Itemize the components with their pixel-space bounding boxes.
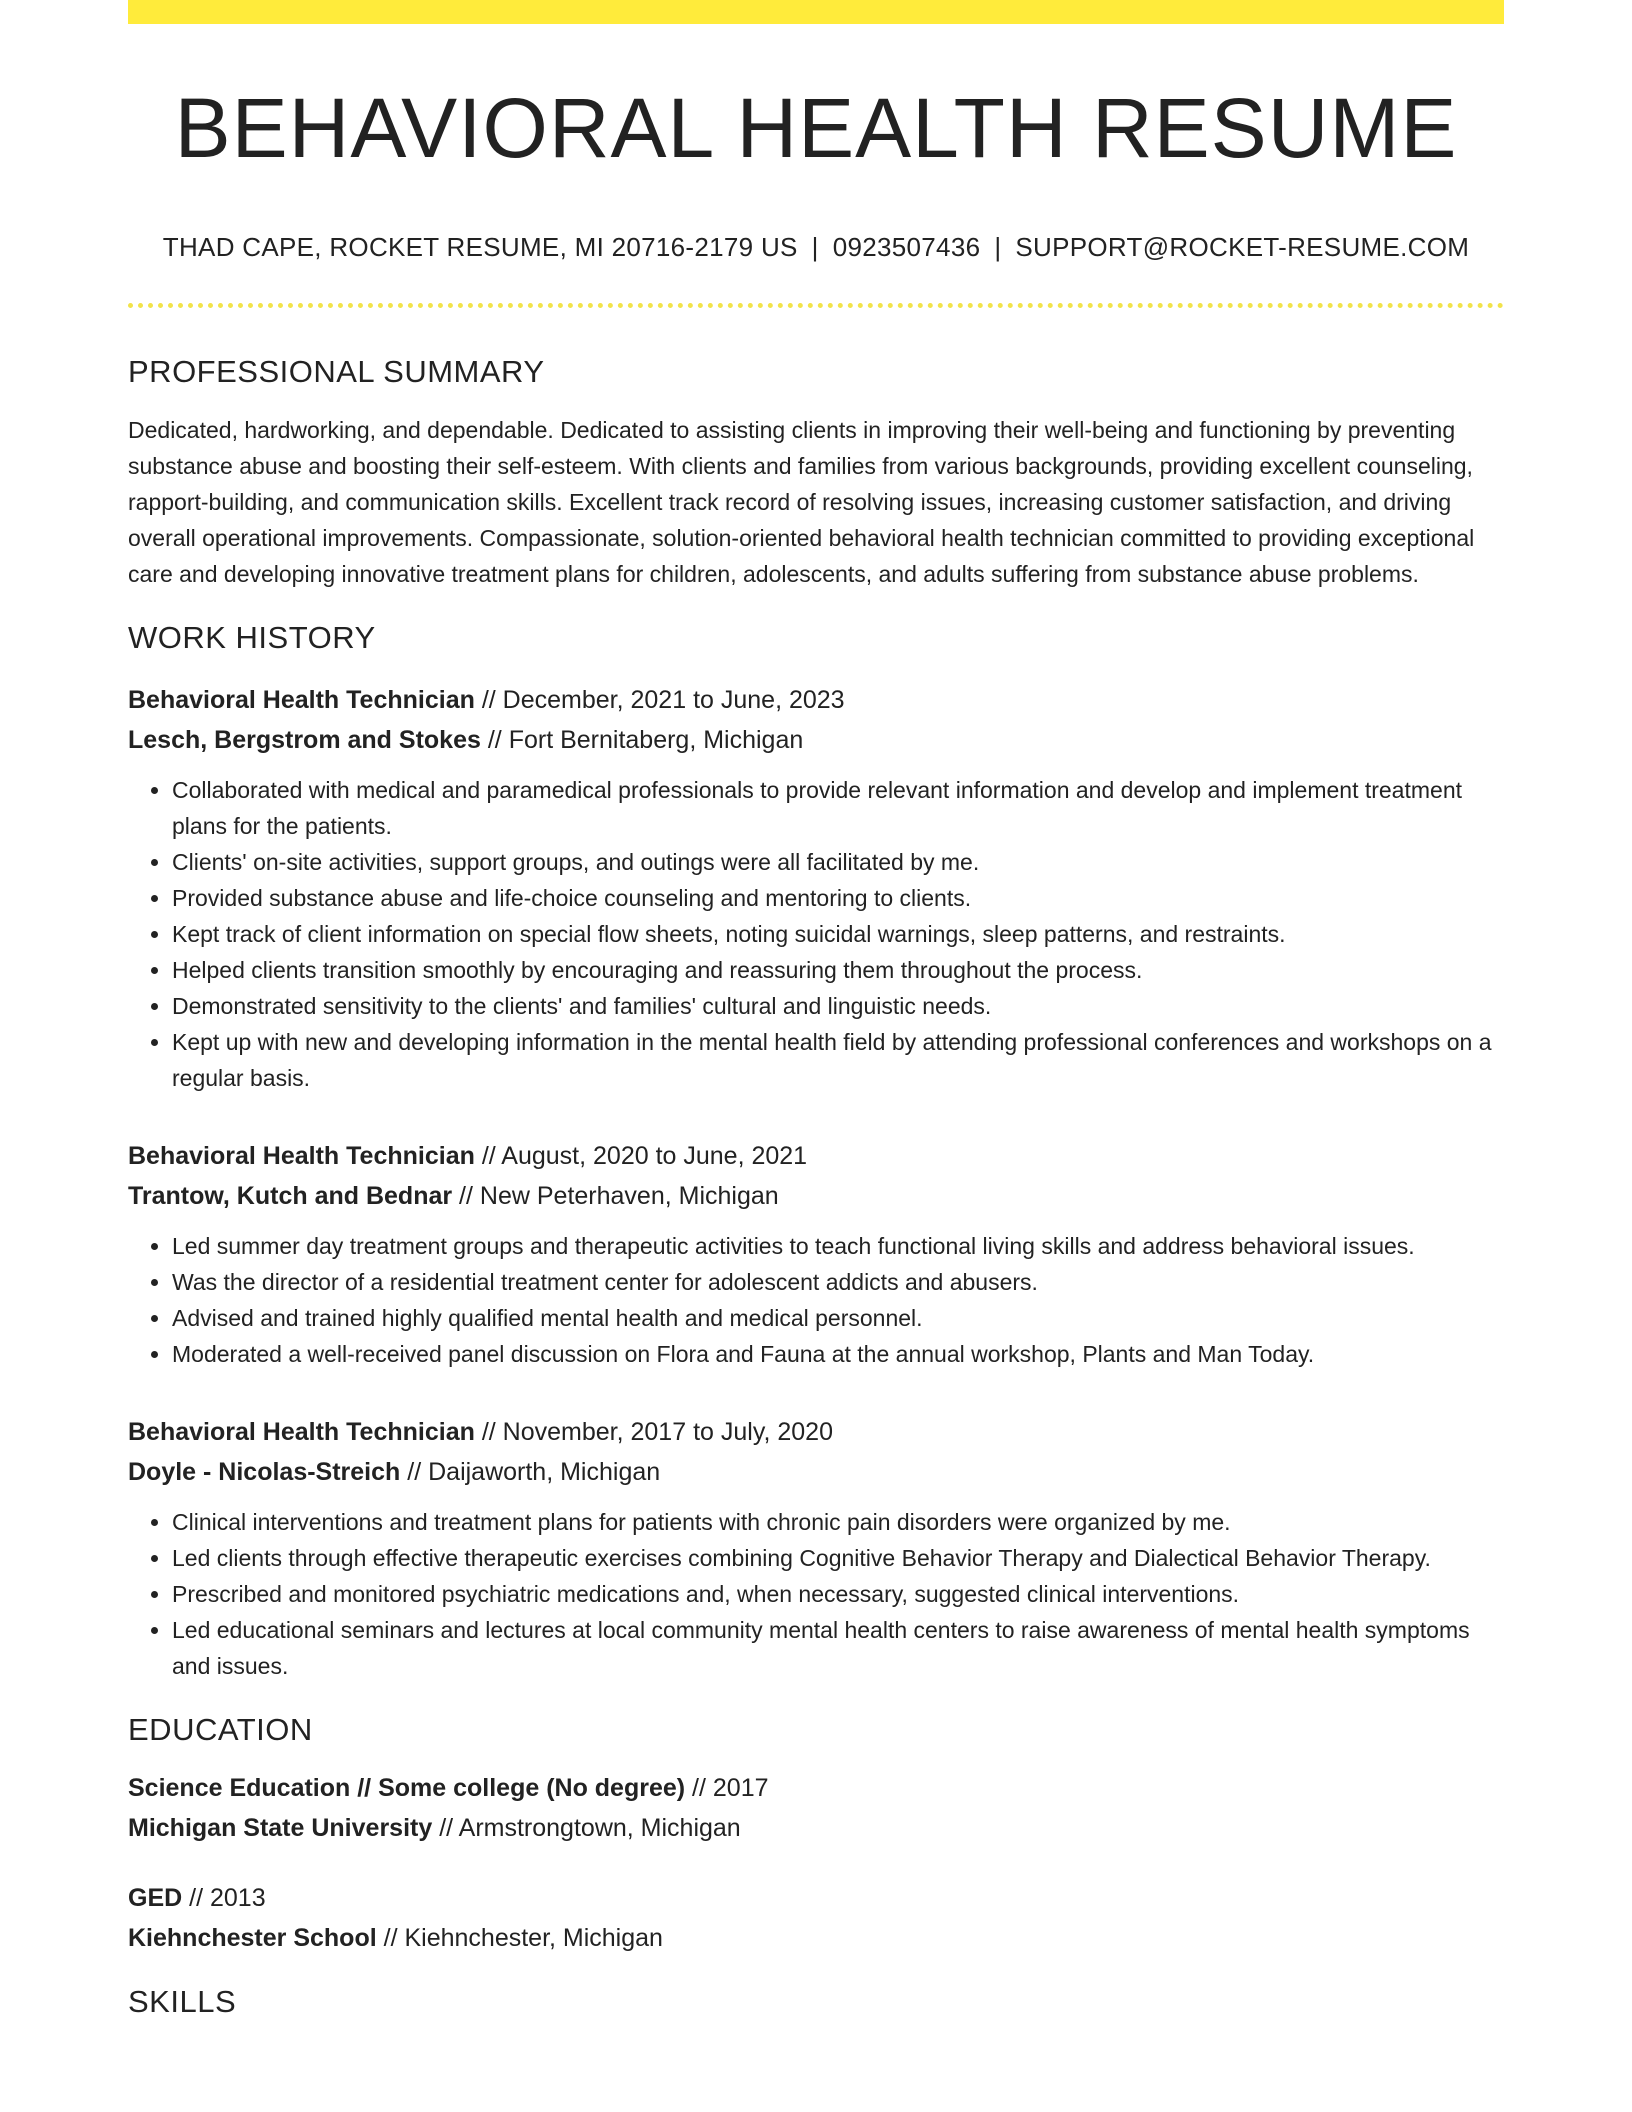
job-title-line	[128, 680, 1504, 720]
delimiter: //	[432, 1814, 459, 1843]
education-degree: Science Education // Some college (No degree)	[128, 1774, 686, 1803]
job-title-line	[128, 1412, 1504, 1452]
contact-separator: |	[811, 232, 819, 263]
job-location: Daijaworth, Michigan	[428, 1458, 661, 1487]
education-school-line	[128, 1918, 1504, 1958]
contact-email: SUPPORT@ROCKET-RESUME.COM	[1015, 232, 1470, 263]
education-year: 2013	[209, 1884, 266, 1913]
job-company: Lesch, Bergstrom and Stokes	[128, 726, 481, 755]
education-location: Armstrongtown, Michigan	[458, 1814, 741, 1843]
delimiter: //	[400, 1458, 429, 1487]
list-item: • Clients' on-site activities, support groups, and outings were all facilitated by me.	[172, 844, 1504, 880]
education-school: Michigan State University	[128, 1814, 433, 1843]
education-location: Kiehnchester, Michigan	[404, 1924, 663, 1953]
job-bullets	[128, 1504, 1504, 1684]
list-item: • Kept track of client information on special flow sheets, noting suicidal warnings, sleep patterns, and restraints.	[172, 916, 1504, 952]
job-entry	[128, 1136, 1504, 1372]
job-dates: December, 2021 to June, 2023	[502, 686, 845, 715]
education-heading: EDUCATION	[128, 1712, 313, 1748]
resume-title: BEHAVIORAL HEALTH RESUME	[174, 81, 1458, 175]
list-item: • Moderated a well-received panel discussion on Flora and Fauna at the annual workshop, Plants and Man Today.	[172, 1336, 1504, 1372]
list-item: • Was the director of a residential treatment center for adolescent addicts and abusers.	[172, 1264, 1504, 1300]
education-degree-line	[128, 1768, 1504, 1808]
job-company: Trantow, Kutch and Bednar	[128, 1182, 453, 1211]
job-title: Behavioral Health Technician	[128, 1418, 475, 1447]
contact-address: THAD CAPE, ROCKET RESUME, MI 20716-2179 US	[162, 232, 798, 263]
job-entry	[128, 680, 1504, 1096]
summary-heading: PROFESSIONAL SUMMARY	[128, 354, 545, 390]
contact-phone: 0923507436	[832, 232, 981, 263]
education-school: Kiehnchester School	[128, 1924, 377, 1953]
delimiter: //	[182, 1884, 210, 1913]
job-dates: November, 2017 to July, 2020	[502, 1418, 833, 1447]
list-item: • Provided substance abuse and life-choice counseling and mentoring to clients.	[172, 880, 1504, 916]
delimiter: //	[480, 726, 509, 755]
job-entry	[128, 1412, 1504, 1684]
work-history-heading: WORK HISTORY	[128, 620, 376, 656]
job-company-line	[128, 720, 1504, 760]
job-location: Fort Bernitaberg, Michigan	[508, 726, 804, 755]
list-item: • Collaborated with medical and paramedical professionals to provide relevant information and develop and implement treatment plans for the patients.	[172, 772, 1504, 844]
resume-page	[128, 0, 1504, 2020]
delimiter: //	[452, 1182, 480, 1211]
contact-line	[128, 232, 1504, 263]
job-bullets	[128, 772, 1504, 1096]
job-title-line	[128, 1136, 1504, 1176]
contact-separator: |	[994, 232, 1002, 263]
job-company-line	[128, 1452, 1504, 1492]
summary-text: Dedicated, hardworking, and dependable. Dedicated to assisting clients in improving their well-being and functioning by preventing substance abuse and boosting their self-esteem. With clients and families from various backgrounds, providing excellent counseling, rapport-building, and communication skills. Excellent track record of resolving issues, increasing customer satisfaction, and driving overall operational improvements. Compassionate, solution-oriented behavioral health technician committed to providing exceptional care and developing innovative treatment plans for children, adolescents, and adults suffering from substance abuse problems.	[128, 417, 1475, 588]
job-company: Doyle - Nicolas-Streich	[128, 1458, 401, 1487]
job-title: Behavioral Health Technician	[128, 1142, 475, 1171]
education-degree: GED	[128, 1884, 183, 1913]
education-school-line	[128, 1808, 1504, 1848]
education-entry	[128, 1768, 1504, 1848]
dotted-divider	[128, 303, 1504, 308]
list-item: • Led clients through effective therapeutic exercises combining Cognitive Behavior Therapy and Dialectical Behavior Therapy.	[172, 1540, 1504, 1576]
delimiter: //	[474, 686, 503, 715]
delimiter: //	[474, 1142, 502, 1171]
delimiter: //	[376, 1924, 405, 1953]
job-dates: August, 2020 to June, 2021	[501, 1142, 808, 1171]
delimiter: //	[685, 1774, 713, 1803]
skills-heading: SKILLS	[128, 1984, 237, 2020]
list-item: • Led educational seminars and lectures at local community mental health centers to raise awareness of mental health symptoms and issues.	[172, 1612, 1504, 1684]
job-title: Behavioral Health Technician	[128, 686, 475, 715]
list-item: • Helped clients transition smoothly by encouraging and reassuring them throughout the process.	[172, 952, 1504, 988]
delimiter: //	[474, 1418, 503, 1447]
job-location: New Peterhaven, Michigan	[479, 1182, 779, 1211]
job-company-line	[128, 1176, 1504, 1216]
job-bullets	[128, 1228, 1504, 1372]
list-item: • Demonstrated sensitivity to the clients' and families' cultural and linguistic needs.	[172, 988, 1504, 1024]
education-degree-line	[128, 1878, 1504, 1918]
education-year: 2017	[712, 1774, 769, 1803]
list-item: • Advised and trained highly qualified mental health and medical personnel.	[172, 1300, 1504, 1336]
education-entry	[128, 1878, 1504, 1958]
top-accent-bar	[128, 0, 1504, 24]
list-item: • Kept up with new and developing information in the mental health field by attending professional conferences and workshops on a regular basis.	[172, 1024, 1504, 1096]
list-item: • Clinical interventions and treatment plans for patients with chronic pain disorders were organized by me.	[172, 1504, 1504, 1540]
list-item: • Prescribed and monitored psychiatric medications and, when necessary, suggested clinical interventions.	[172, 1576, 1504, 1612]
list-item: • Led summer day treatment groups and therapeutic activities to teach functional living skills and address behavioral issues.	[172, 1228, 1504, 1264]
